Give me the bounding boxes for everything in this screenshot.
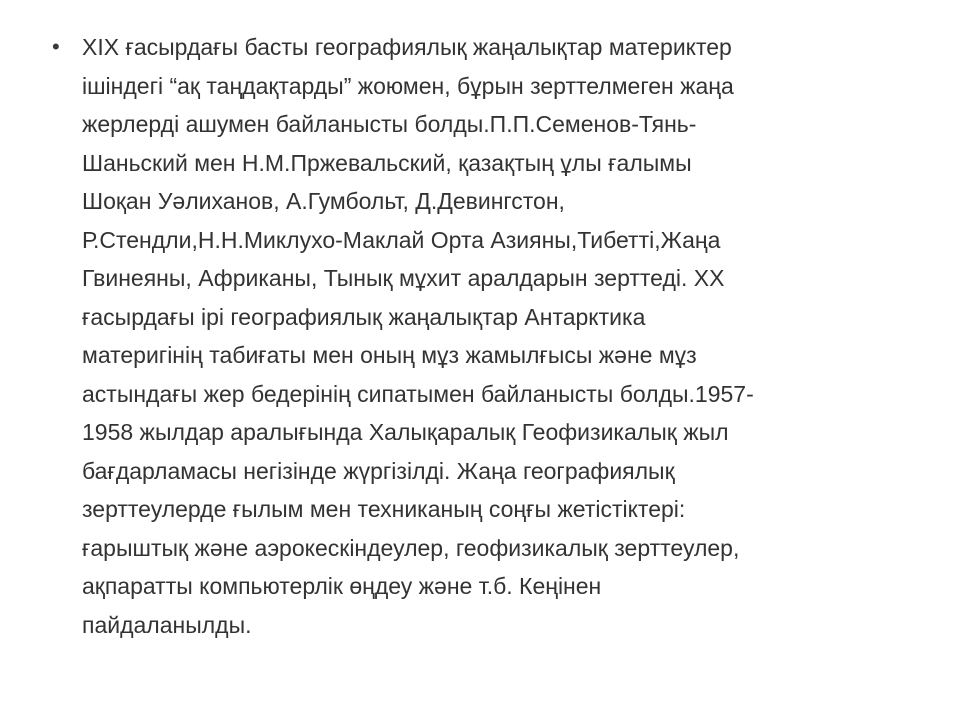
text-line: пайдаланылды. [82,611,252,638]
slide-content [52,28,912,644]
text-line: ақпаратты компьютерлік өңдеу және т.б. Кеңінен [82,573,602,599]
text-line: Шаньский мен Н.М.Пржевальский, қазақтың ұлы ғалымы [82,149,692,176]
text-line: ғарыштық және аэрокескіндеулер, геофизикалық зерттеулер, [82,534,740,561]
text-line: Шоқан Уәлиханов, А.Гумбольт, Д.Девингстон, [82,188,565,214]
text-line: Р.Стендли,Н.Н.Миклухо-Маклай Орта Азияны,Тибетті,Жаңа [82,226,721,253]
text-line: астындағы жер бедерінің сипатымен байланысты болды.1957- [82,380,754,407]
text-line: ішіндегі “ақ таңдақтарды” жоюмен, бұрын зерттелмеген жаңа [82,72,734,99]
text-line: XIX ғасырдағы басты географиялық жаңалықтар материктер [82,34,732,60]
text-line: ғасырдағы ірі географиялық жаңалықтар Антарктика [82,303,646,330]
bullet-item [52,28,912,644]
bullet-marker: • [52,34,60,59]
text-line: жерлерді ашумен байланысты болды.П.П.Семенов-Тянь- [82,111,697,137]
text-line: бағдарламасы негізінде жүргізілді. Жаңа географиялық [82,457,675,484]
text-line: 1958 жылдар аралығында Халықаралық Геофизикалық жыл [82,419,729,445]
text-line: Гвинеяны, Африканы, Тынық мұхит аралдарын зерттеді. XX [82,265,725,291]
text-line: зерттеулерде ғылым мен техниканың соңғы жетістіктері: [82,496,686,522]
paragraph-text [82,28,888,644]
text-line: материгінің табиғаты мен оның мұз жамылғысы және мұз [82,342,697,368]
